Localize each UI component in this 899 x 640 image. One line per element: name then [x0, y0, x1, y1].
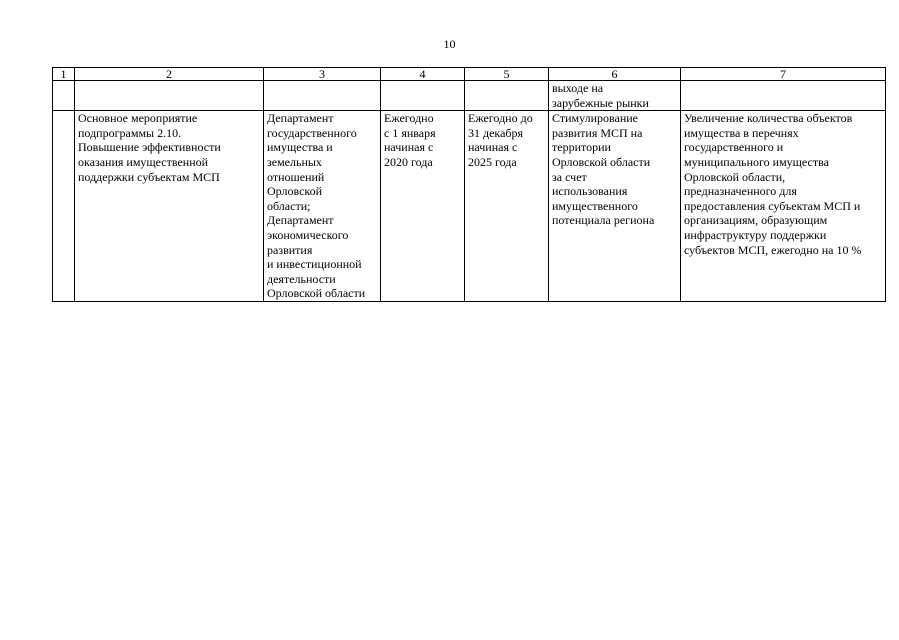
column-header-5: 5 [465, 68, 549, 81]
column-number-row [53, 68, 886, 81]
column-header-1: 1 [53, 68, 75, 81]
table-row [53, 111, 886, 302]
activity-name-cell: Основное мероприятие подпрограммы 2.10. Повышение эффективности оказания имущественной поддержки субъектам МСП [75, 111, 264, 302]
column-header-6: 6 [549, 68, 681, 81]
continuation-cell-6: выходе на зарубежные рынки [549, 81, 681, 111]
continuation-cell-1 [53, 81, 75, 111]
continuation-cell-2 [75, 81, 264, 111]
end-date-cell: Ежегодно до 31 декабря начиная с 2025 года [465, 111, 549, 302]
indicator-cell: Увеличение количества объектов имущества в перечнях государственного и муниципального имущества Орловской области, предназначенного для предоставления субъектам МСП и организациям, образующим инфраструктуру поддержки субъектов МСП, ежегодно на 10 % [681, 111, 886, 302]
continuation-cell-4 [381, 81, 465, 111]
column-header-3: 3 [264, 68, 381, 81]
row-number-cell [53, 111, 75, 302]
column-header-2: 2 [75, 68, 264, 81]
continuation-cell-5 [465, 81, 549, 111]
continuation-cell-3 [264, 81, 381, 111]
page-number: 10 [443, 37, 456, 51]
start-date-cell: Ежегодно с 1 января начиная с 2020 года [381, 111, 465, 302]
column-header-7: 7 [681, 68, 886, 81]
responsible-executor-cell: Департамент государственного имущества и земельных отношений Орловской области; Департамент экономического развития и инвестиционной деятельности Орловской области [264, 111, 381, 302]
continuation-row [53, 81, 886, 111]
column-header-4: 4 [381, 68, 465, 81]
expected-result-cell: Стимулирование развития МСП на территории Орловской области за счет использования имущественного потенциала региона [549, 111, 681, 302]
continuation-cell-7 [681, 81, 886, 111]
program-table [52, 67, 886, 302]
